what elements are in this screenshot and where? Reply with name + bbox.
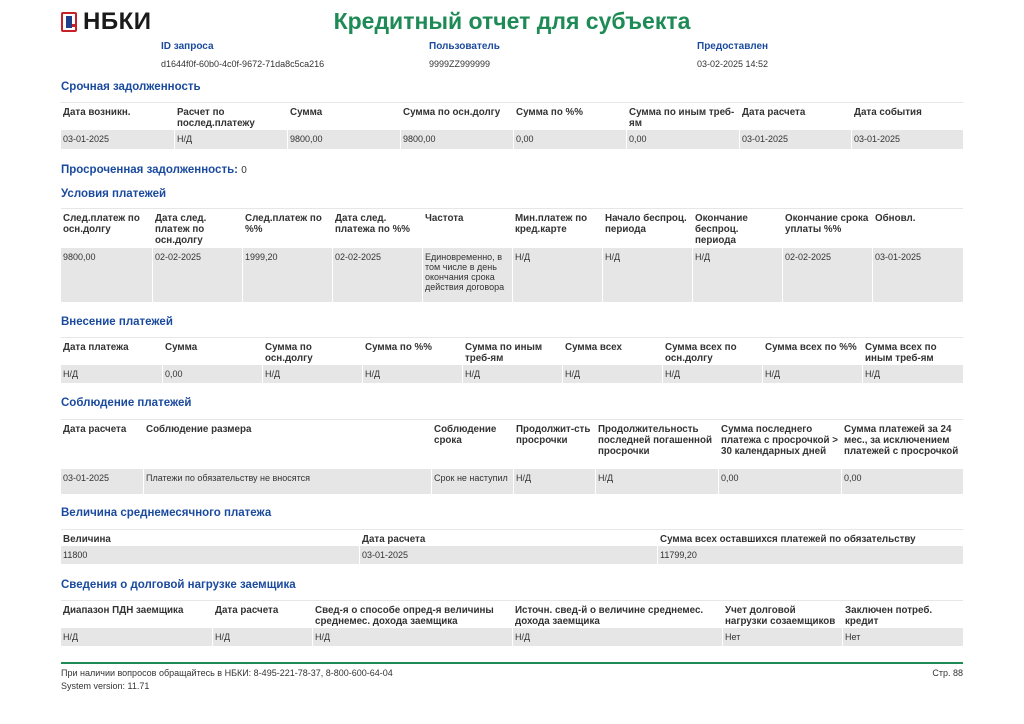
cell: Платежи по обязательству не вносятся <box>143 469 431 494</box>
cell: 02-02-2025 <box>332 248 422 302</box>
table-row <box>61 248 963 302</box>
cell: 03-01-2025 <box>739 130 851 149</box>
table-header <box>61 529 963 546</box>
header-cell: Сумма <box>287 103 400 130</box>
header-cell: Величина <box>63 534 111 545</box>
meta-value: 9999ZZ999999 <box>429 59 491 69</box>
cell: 02-02-2025 <box>152 248 242 302</box>
table-header <box>61 419 963 469</box>
header-cell: Дата след. платеж по осн.долгу <box>152 209 242 248</box>
cell: Н/Д <box>63 632 79 642</box>
header-cell: Дата расчета <box>212 601 312 628</box>
header-cell: Мин.платеж по кред.карте <box>512 209 602 248</box>
header-cell: Дата расчета <box>63 424 127 435</box>
table-header <box>61 600 963 628</box>
table-row <box>61 469 963 494</box>
page-title: Кредитный отчет для субъекта <box>333 8 691 34</box>
section-title-debt-load: Сведения о долговой нагрузке заемщика <box>61 579 296 591</box>
header-cell: Окончание беспроц. периода <box>692 209 782 248</box>
cell: 0,00 <box>162 365 262 383</box>
cell: Н/Д <box>512 628 722 646</box>
header-cell: Дата платежа <box>63 342 129 353</box>
header-cell: Дата расчета <box>359 530 657 546</box>
logo-text: НБКИ <box>83 8 152 35</box>
cell: 9800,00 <box>400 130 513 149</box>
header-cell: Дата расчета <box>739 103 851 130</box>
cell: Н/Д <box>595 469 718 494</box>
table-current-debt <box>61 102 963 149</box>
cell: 11799,20 <box>657 546 963 564</box>
table-row <box>61 130 963 149</box>
header-cell: Сумма по осн.долгу <box>262 338 362 365</box>
meta-label: Предоставлен <box>697 41 769 52</box>
cell: 03-01-2025 <box>359 546 657 564</box>
cell: 9800,00 <box>287 130 400 149</box>
header-cell: Дата события <box>851 103 963 130</box>
cell: Нет <box>842 628 963 646</box>
cell: Н/Д <box>692 248 782 302</box>
cell: Н/Д <box>462 365 562 383</box>
cell: 0,00 <box>626 130 739 149</box>
table-row <box>61 546 963 564</box>
cell: Н/Д <box>212 628 312 646</box>
table-payments-made <box>61 337 963 383</box>
table-header <box>61 337 963 365</box>
overdue-label: Просроченная задолженность: <box>61 164 238 176</box>
table-header <box>61 208 963 248</box>
meta-provided <box>697 41 768 69</box>
meta-label: ID запроса <box>161 41 214 52</box>
cell: Н/Д <box>512 248 602 302</box>
cell: Нет <box>722 628 842 646</box>
meta-request-id <box>161 41 324 69</box>
meta-value: d1644f0f-60b0-4c0f-9672-71da8c5ca216 <box>161 59 325 69</box>
section-title-payment-terms: Условия платежей <box>61 188 167 200</box>
cell: Н/Д <box>662 365 762 383</box>
cell: Единовременно, в том числе в день окончания срока действия договора <box>422 248 512 302</box>
cell: Н/Д <box>513 469 595 494</box>
header-cell: Сумма по иным треб-ям <box>626 103 739 130</box>
header-cell: Сумма по осн.долгу <box>400 103 513 130</box>
header-cell: След.платеж по %% <box>242 209 332 248</box>
header-cell: Сумма <box>162 338 262 365</box>
header-cell: Окончание срока уплаты %% <box>782 209 872 248</box>
cell: 0,00 <box>513 130 626 149</box>
page-number: Стр. 88 <box>932 668 963 678</box>
header-cell: Учет долговой нагрузки созаемщиков <box>722 601 842 628</box>
header-cell: Источн. свед-й о величине среднемес. дохода заемщика <box>512 601 722 628</box>
table-row <box>61 365 963 383</box>
meta-label: Пользователь <box>429 41 500 52</box>
header-cell: Соблюдение размера <box>143 420 431 469</box>
section-title-overdue-debt <box>61 164 247 176</box>
section-title-current-debt: Срочная задолженность <box>61 81 201 93</box>
table-row <box>61 628 963 646</box>
table-average-payment <box>61 529 963 564</box>
meta-user <box>429 41 500 69</box>
header-cell: Сумма платежей за 24 мес., за исключением платежей с просрочкой <box>841 420 963 469</box>
header-cell: Дата след. платежа по %% <box>332 209 422 248</box>
header-cell: Сумма по %% <box>362 338 462 365</box>
table-debt-load <box>61 600 963 646</box>
header-cell: Обновл. <box>872 209 963 248</box>
header-cell: Соблюдение срока <box>431 420 513 469</box>
section-title-payment-compliance: Соблюдение платежей <box>61 397 192 409</box>
cell: 0,00 <box>841 469 963 494</box>
table-payment-compliance <box>61 419 963 494</box>
cell: Н/Д <box>602 248 692 302</box>
cell: Н/Д <box>174 130 287 149</box>
header-cell: След.платеж по осн.долгу <box>63 213 140 235</box>
header-cell: Сумма по %% <box>513 103 626 130</box>
header-cell: Сумма всех по %% <box>762 338 862 365</box>
header-cell: Свед-я о способе опред-я величины среднемес. дохода заемщика <box>312 601 512 628</box>
header-cell: Расчет по послед.платежу <box>174 103 287 130</box>
table-payment-terms <box>61 208 963 302</box>
cell: 03-01-2025 <box>63 134 110 144</box>
cell: 0,00 <box>718 469 841 494</box>
cell: 9800,00 <box>63 252 96 262</box>
section-title-average-payment: Величина среднемесячного платежа <box>61 507 272 519</box>
footer-divider <box>61 662 963 664</box>
cell: 03-01-2025 <box>851 130 963 149</box>
cell: Н/Д <box>862 365 963 383</box>
header-cell: Частота <box>422 209 512 248</box>
table-header <box>61 102 963 130</box>
cell: Н/Д <box>63 369 79 379</box>
cell: 03-01-2025 <box>63 473 110 483</box>
header-cell: Дата возникн. <box>63 107 131 118</box>
cell: 03-01-2025 <box>872 248 963 302</box>
header-cell: Сумма всех по осн.долгу <box>662 338 762 365</box>
header-cell: Сумма всех <box>562 338 662 365</box>
header-cell: Заключен потреб. кредит <box>842 601 963 628</box>
footer-contact: При наличии вопросов обращайтесь в НБКИ: 8-495-221-78-37, 8-800-600-64-04 <box>61 668 393 678</box>
cell: Н/Д <box>362 365 462 383</box>
header-cell: Сумма всех оставшихся платежей по обязательству <box>657 530 963 546</box>
cell: 11800 <box>63 550 88 560</box>
cell: Срок не наступил <box>431 469 513 494</box>
cell: Н/Д <box>562 365 662 383</box>
meta-value: 03-02-2025 14:52 <box>697 59 769 69</box>
header-cell: Начало беспроц. периода <box>602 209 692 248</box>
header-cell: Продолжит-сть просрочки <box>513 420 595 469</box>
header-cell: Диапазон ПДН заемщика <box>63 605 184 616</box>
cell: Н/Д <box>312 628 512 646</box>
cell: 02-02-2025 <box>782 248 872 302</box>
cell: Н/Д <box>262 365 362 383</box>
header-cell: Сумма всех по иным треб-ям <box>862 338 963 365</box>
footer-version: System version: 11.71 <box>61 681 150 691</box>
overdue-value: 0 <box>241 165 247 176</box>
header-cell: Продолжительность последней погашенной просрочки <box>595 420 718 469</box>
cell: Н/Д <box>762 365 862 383</box>
header-cell: Сумма по иным треб-ям <box>462 338 562 365</box>
header-cell: Сумма последнего платежа с просрочкой > 30 календарных дней <box>718 420 841 469</box>
cell: 1999,20 <box>242 248 332 302</box>
section-title-payments-made: Внесение платежей <box>61 316 173 328</box>
